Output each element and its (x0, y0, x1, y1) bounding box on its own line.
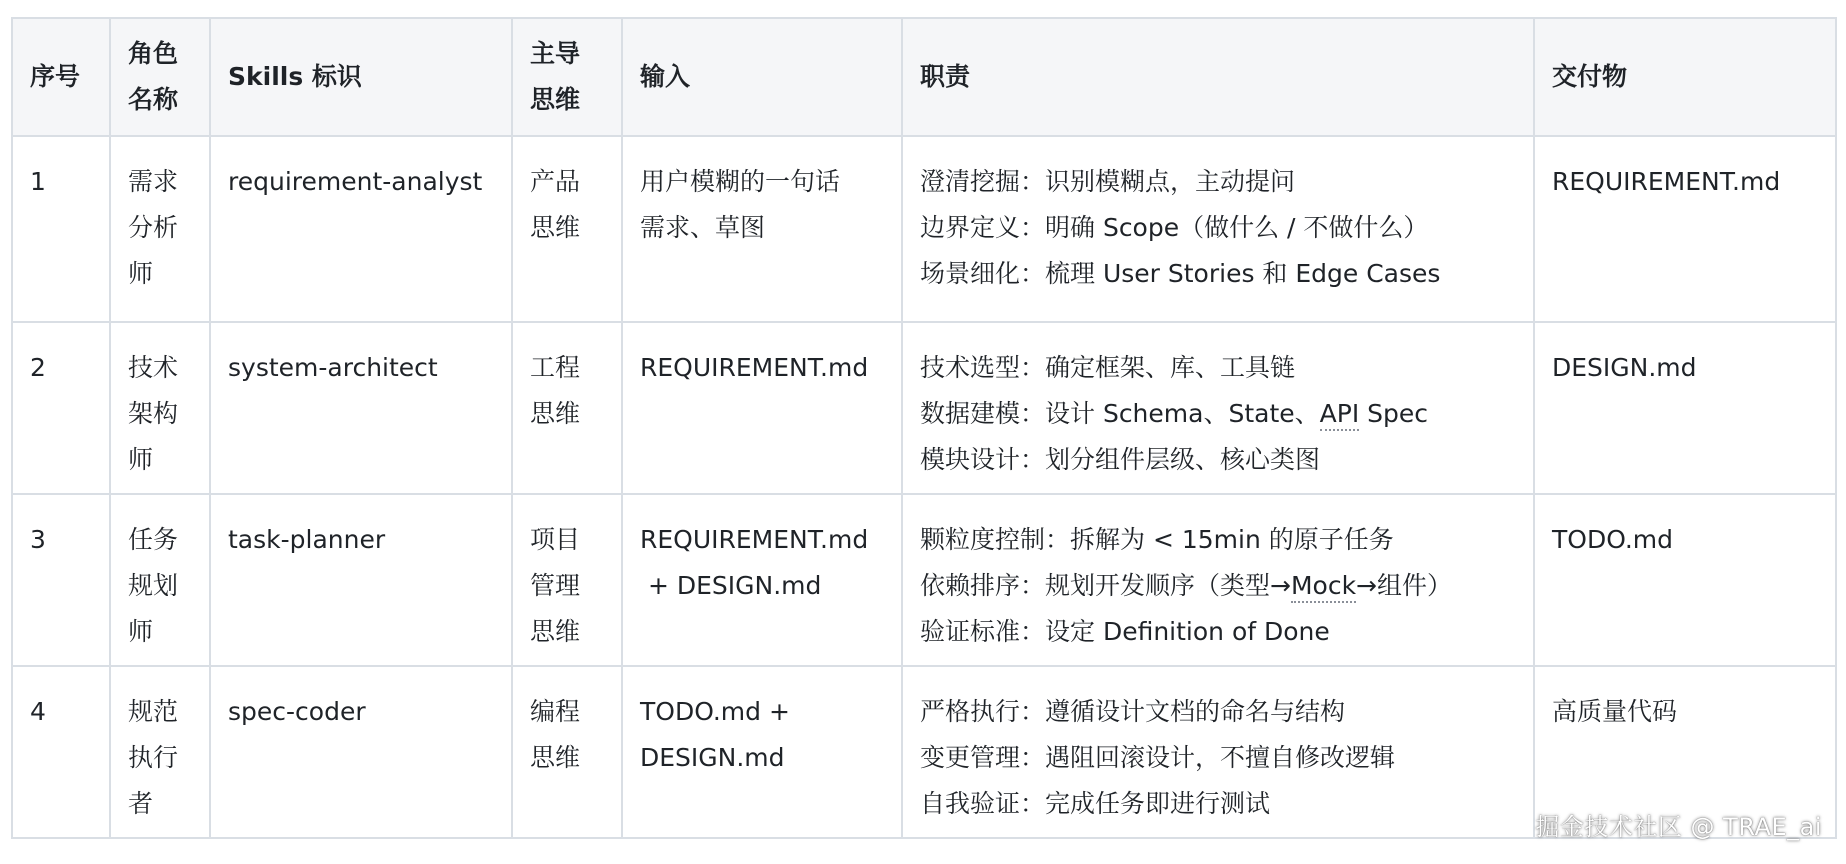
table-row (12, 136, 1836, 322)
cell-duties (902, 322, 1534, 494)
header-index: 序号 (12, 18, 110, 136)
duty-line: 验证标准：设定 Definition of Done (920, 617, 1330, 646)
cell-duties (902, 494, 1534, 666)
duty-line: 自我验证：完成任务即进行测试 (920, 789, 1271, 818)
duty-line: 技术选型：确定框架、库、工具链 (920, 353, 1296, 382)
abbreviation-term[interactable]: Mock (1291, 571, 1356, 603)
cell-role: 规范 执行 者 (110, 666, 210, 838)
header-input: 输入 (622, 18, 902, 136)
cell-thinking: 项目 管理 思维 (512, 494, 622, 666)
cell-role: 需求 分析 师 (110, 136, 210, 322)
roles-table-container (11, 17, 1835, 839)
duty-line: 边界定义：明确 Scope（做什么 / 不做什么） (920, 213, 1429, 242)
table-row (12, 494, 1836, 666)
duty-line: 澄清挖掘：识别模糊点，主动提问 (920, 167, 1296, 196)
header-thinking: 主导 思维 (512, 18, 622, 136)
cell-input: 用户模糊的一句话 需求、草图 (622, 136, 902, 322)
cell-skill: system-architect (210, 322, 512, 494)
abbreviation-term[interactable]: API (1320, 399, 1360, 431)
cell-skill: requirement-analyst (210, 136, 512, 322)
roles-table (11, 17, 1837, 839)
cell-skill: task-planner (210, 494, 512, 666)
duty-line: 严格执行：遵循设计文档的命名与结构 (920, 697, 1346, 726)
cell-skill: spec-coder (210, 666, 512, 838)
header-role-name: 角色 名称 (110, 18, 210, 136)
cell-duties (902, 666, 1534, 838)
cell-index: 1 (12, 136, 110, 322)
cell-index: 4 (12, 666, 110, 838)
duty-line: 数据建模：设计 Schema、State、API Spec (920, 391, 1516, 437)
duty-line: 变更管理：遇阻回滚设计，不擅自修改逻辑 (920, 743, 1396, 772)
duty-line: 依赖排序：规划开发顺序（类型→Mock→组件） (920, 563, 1516, 609)
cell-role: 任务 规划 师 (110, 494, 210, 666)
duty-line: 颗粒度控制：拆解为 < 15min 的原子任务 (920, 525, 1394, 554)
watermark: 掘金技术社区 @ TRAE_ai (1535, 813, 1822, 841)
header-duties: 职责 (902, 18, 1534, 136)
cell-input: REQUIREMENT.md + DESIGN.md (622, 494, 902, 666)
cell-role: 技术 架构 师 (110, 322, 210, 494)
duty-line: 场景细化：梳理 User Stories 和 Edge Cases (920, 259, 1441, 288)
cell-index: 2 (12, 322, 110, 494)
cell-deliverable: 高质量代码 (1534, 666, 1836, 838)
table-row (12, 322, 1836, 494)
cell-index: 3 (12, 494, 110, 666)
cell-deliverable: DESIGN.md (1534, 322, 1836, 494)
duty-line: 模块设计：划分组件层级、核心类图 (920, 445, 1321, 474)
cell-duties (902, 136, 1534, 322)
header-row (12, 18, 1836, 136)
cell-deliverable: REQUIREMENT.md (1534, 136, 1836, 322)
cell-thinking: 产品 思维 (512, 136, 622, 322)
header-deliverable: 交付物 (1534, 18, 1836, 136)
header-skill-id: Skills 标识 (210, 18, 512, 136)
cell-input: TODO.md + DESIGN.md (622, 666, 902, 838)
cell-input: REQUIREMENT.md (622, 322, 902, 494)
cell-thinking: 工程 思维 (512, 322, 622, 494)
cell-deliverable: TODO.md (1534, 494, 1836, 666)
cell-thinking: 编程 思维 (512, 666, 622, 838)
